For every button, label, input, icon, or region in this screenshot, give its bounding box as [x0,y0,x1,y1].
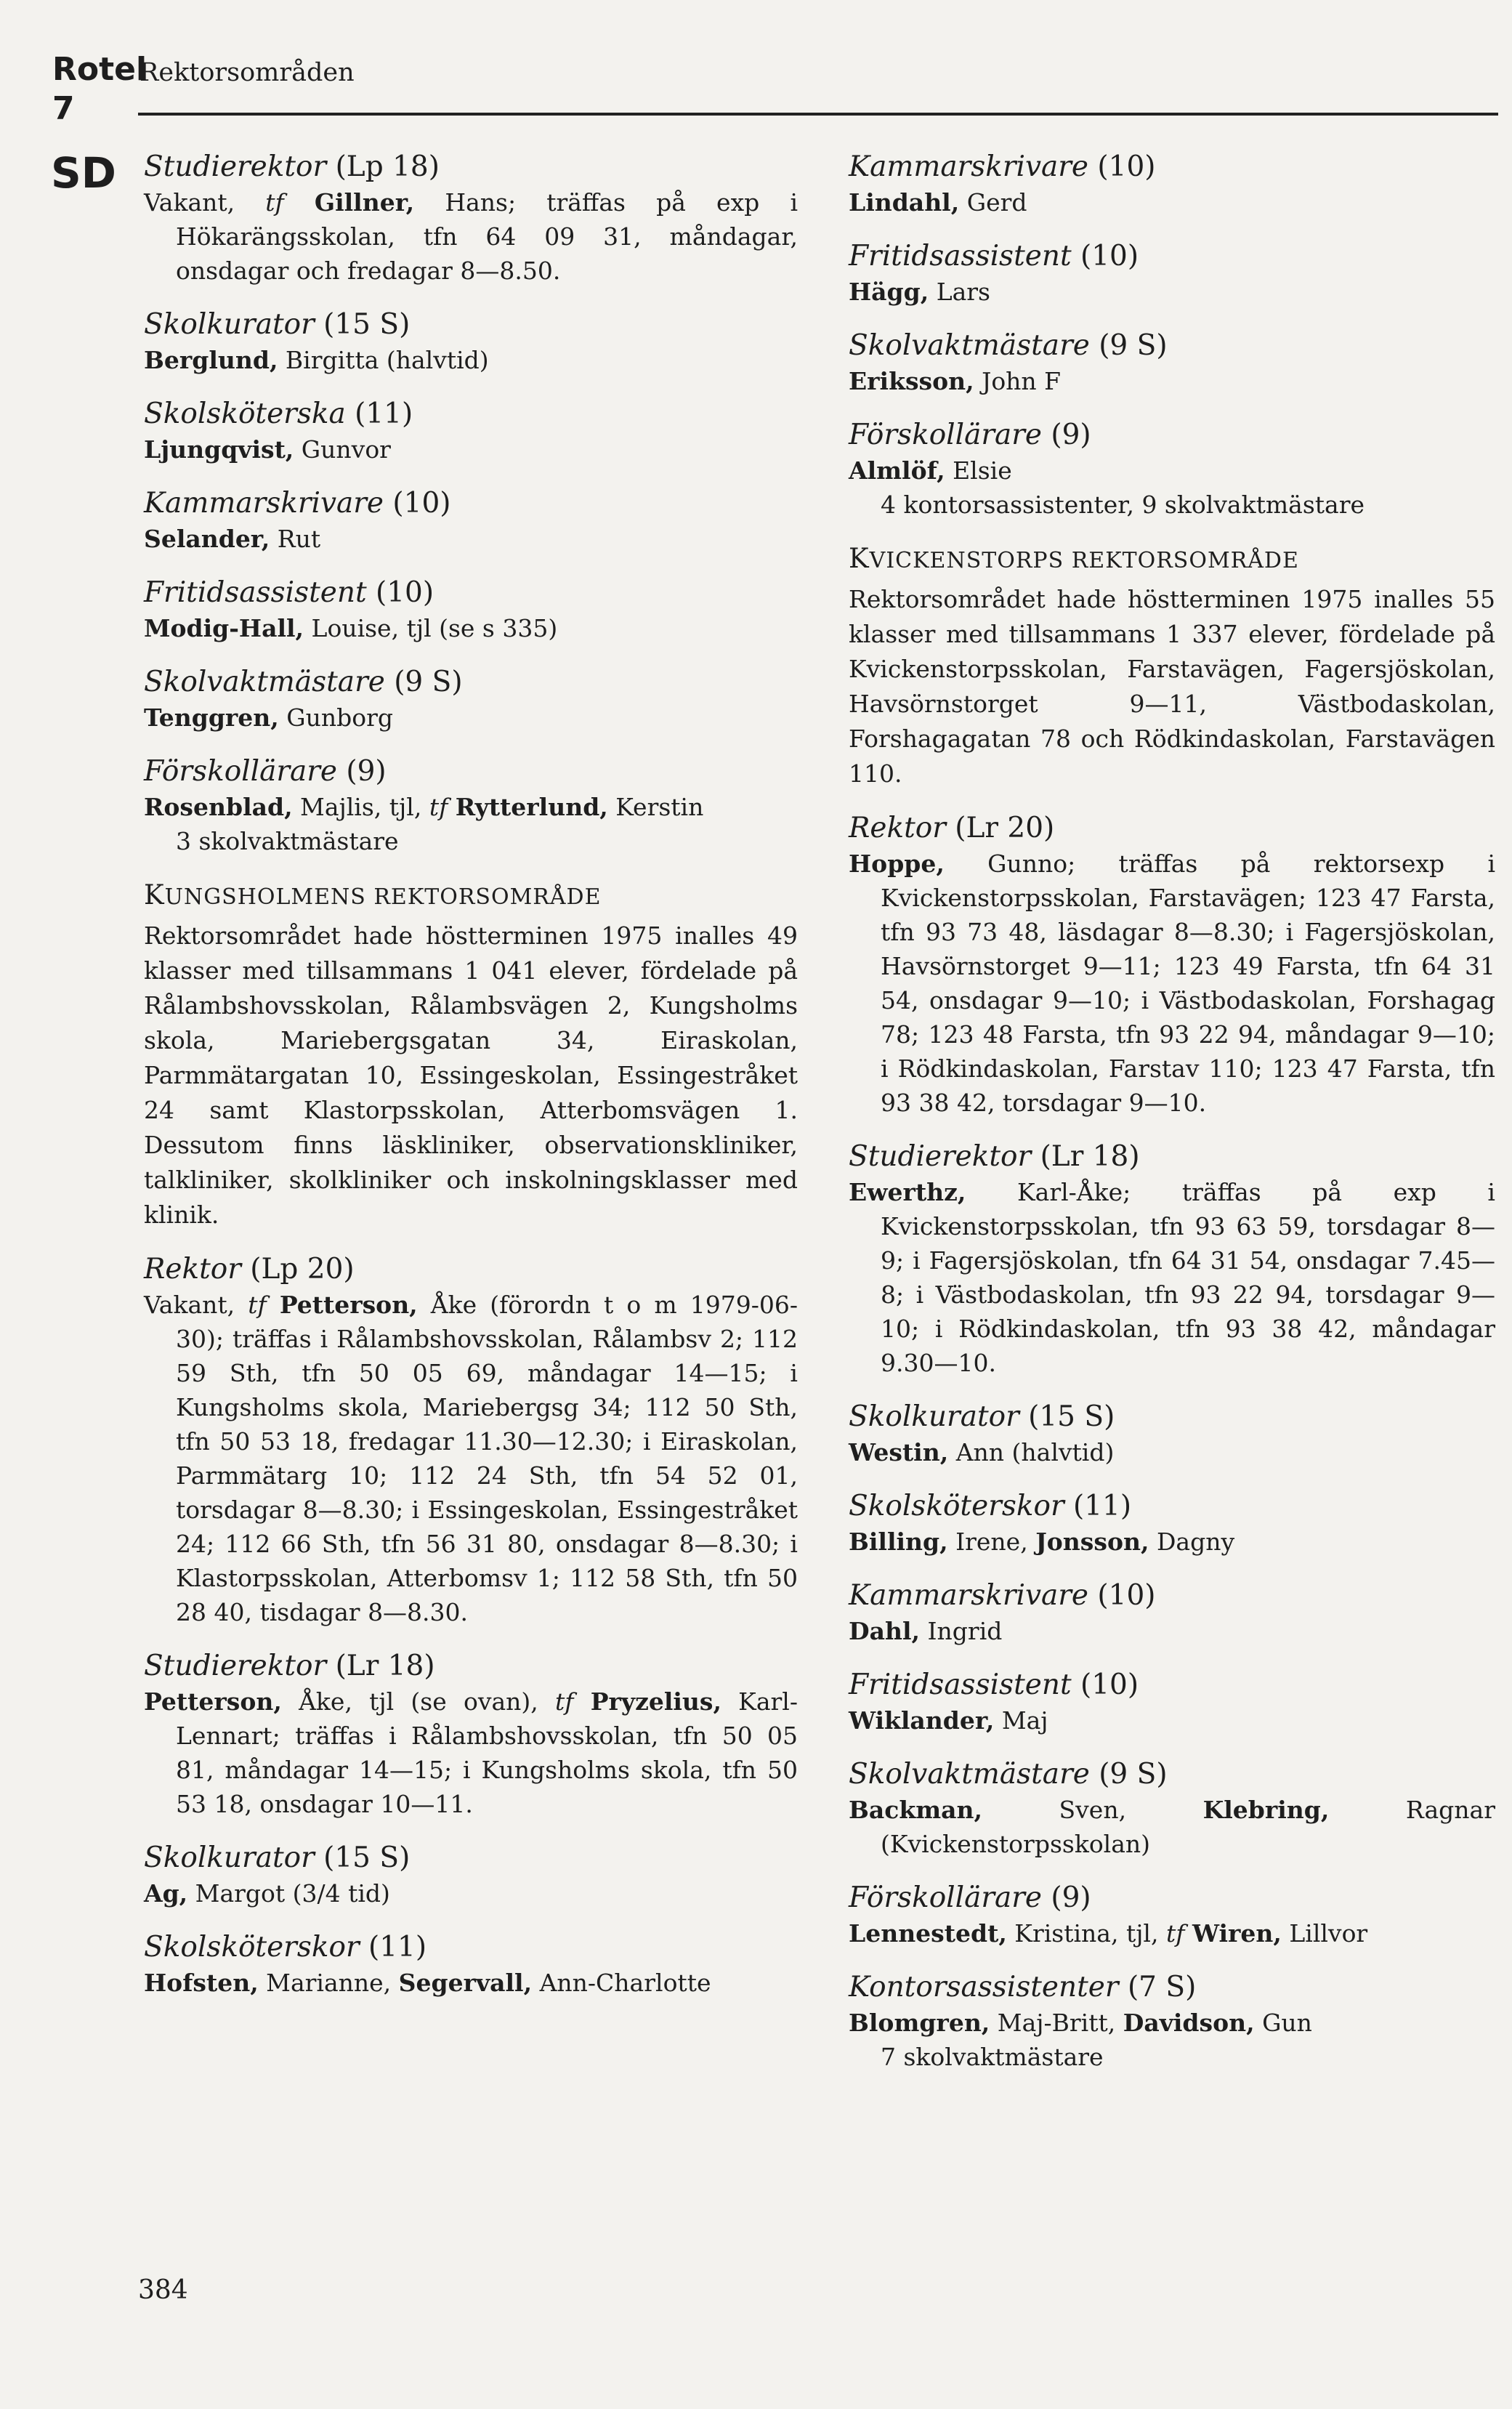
grade: (9) [346,755,387,788]
entry-studierektor [144,1648,798,1821]
role-title: Kontorsassistenter [849,1971,1119,2004]
entry-kontorsassistenter [849,1969,1495,2074]
entry-forskollarare [849,1880,1495,1950]
rotel-label: Rotel [52,51,147,88]
grade: (10) [376,576,434,609]
role-title: Studierektor [849,1140,1032,1173]
role-title: Kammarskrivare [849,1579,1089,1612]
grade: (11) [1073,1490,1132,1522]
text: Ragnar (Kvickenstorpsskolan) [881,1796,1495,1858]
entry-kammarskrivare [849,149,1495,219]
role-title: Kammarskrivare [144,487,384,520]
text: Vakant, [144,188,266,217]
grade: (Lr 18) [335,1650,435,1682]
entry-forskollarare [849,417,1495,522]
entry-skolkurator [144,1840,798,1910]
text: Maj [994,1706,1048,1735]
person-name: Ewerthz, [849,1178,966,1206]
section-heading-kungsholmen: KUNGSHOLMENS REKTORSOMRÅDE [144,879,602,911]
person-name: Selander, [144,525,270,553]
entry-studierektor [144,149,798,288]
text: Hans; träffas på exp i Hökarängsskolan, tfn 64 09 31, måndagar, onsdagar och fredagar 8—8.50. [176,188,798,285]
person-name: Wiklander, [849,1706,995,1735]
grade: (Lr 18) [1040,1140,1140,1173]
person-name: Davidson, [1123,2009,1255,2037]
text: Rut [270,525,321,553]
person-name: Ljungqvist, [144,435,294,464]
person-name: Gillner, [314,188,415,217]
person-name: Jonsson, [1035,1528,1149,1556]
person-name: Rytterlund, [455,793,608,821]
role-title: Kammarskrivare [849,150,1089,183]
role-title: Skolsköterska [144,398,346,430]
text: Ann-Charlotte [532,1969,711,1997]
role-title: Skolvaktmästare [849,1758,1090,1791]
section-heading-kvickenstorp: KVICKENSTORPS REKTORSOMRÅDE [849,543,1299,574]
entry-skolvaktmastare [849,328,1495,398]
entry-skolskoterskor [144,1929,798,2000]
person-name: Pryzelius, [590,1687,721,1716]
text: Gun [1254,2009,1312,2037]
tf-mark: tf [555,1687,574,1716]
entry-skolskoterskor [849,1488,1495,1559]
role-title: Fritidsassistent [849,1668,1072,1701]
role-title: Fritidsassistent [144,576,367,609]
section-code: SD [51,148,116,198]
entry-skolvaktmastare [849,1756,1495,1861]
grade: (9 S) [394,666,463,698]
entry-fritidsassistent [849,1667,1495,1738]
entry-forskollarare [144,754,798,858]
role-title: Rektor [144,1253,241,1286]
staff-note: 7 skolvaktmästare [881,2043,1104,2071]
grade: (15 S) [323,308,411,341]
grade: (9) [1051,419,1091,451]
text: Marianne, [258,1969,399,1997]
role-title: Förskollärare [849,419,1042,451]
role-title: Studierektor [144,150,327,183]
person-name: Ag, [144,1879,188,1908]
staff-note: 4 kontorsassistenter, 9 skolvaktmästare [881,491,1365,519]
left-column [144,149,798,2019]
entry-rektor [849,810,1495,1120]
section-description: Rektorsområdet hade höstterminen 1975 inalles 55 klasser med tillsammans 1 337 elever, fördelade på Kvickenstorpsskolan, Farstavägen, Fagersjöskolan, Havsörnstorget 9—11, Västbodaskolan, Forshagagatan 78 och Rödkindaskolan, Farstavägen 110. [849,585,1495,788]
person-name: Tenggren, [144,703,279,732]
person-name: Klebring, [1202,1796,1330,1824]
text: Gerd [959,188,1027,217]
text: Sven, [982,1796,1203,1824]
entry-skolkurator [144,307,798,377]
role-title: Skolkurator [144,308,315,341]
grade: (9 S) [1099,329,1168,362]
role-title: Skolsköterskor [144,1931,360,1964]
text: Gunborg [278,703,394,732]
tf-mark: tf [248,1291,267,1319]
person-name: Berglund, [144,346,278,374]
entry-fritidsassistent [144,575,798,645]
text: Irene, [947,1528,1036,1556]
grade: (10) [1097,150,1156,183]
grade: (15 S) [1028,1400,1115,1433]
text: John F [974,367,1062,395]
person-name: Hägg, [849,278,929,306]
grade: (Lr 20) [955,812,1055,844]
entry-skolskoterska [144,396,798,467]
person-name: Almlöf, [849,456,945,485]
tf-mark: tf [1165,1919,1185,1948]
role-title: Fritidsassistent [849,240,1072,273]
grade: (9 S) [1099,1758,1168,1791]
grade: (Lp 18) [335,150,440,183]
entry-rektor [144,1251,798,1629]
running-title: Rektorsområden [140,58,355,87]
role-title: Rektor [849,812,946,844]
person-name: Lennestedt, [849,1919,1007,1948]
entry-studierektor [849,1139,1495,1380]
text: Gunno; träffas på rektorsexp i Kvickenstorpsskolan, Farstavägen; 123 47 Farsta, tfn 93 73 48, läsdagar 8—8.30; i Fagersjöskolan, Havsörnstorget 9—11; 123 49 Farsta, tfn 64 31 54, onsdagar 9—10; i Västbodaskolan, Forshagag 78; 123 48 Farsta, tfn 93 22 94, måndagar 9—10; i Rödkindaskolan, Farstav 110; 123 47 Farsta, tfn 93 38 42, torsdagar 9—10. [881,850,1495,1117]
person-name: Segervall, [398,1969,533,1997]
role-title: Förskollärare [144,755,337,788]
role-title: Skolvaktmästare [144,666,385,698]
role-title: Skolsköterskor [849,1490,1064,1522]
tf-mark: tf [265,188,284,217]
person-name: Billing, [849,1528,948,1556]
text: Dagny [1149,1528,1235,1556]
person-name: Westin, [849,1438,949,1466]
person-name: Hoppe, [849,850,945,878]
grade: (10) [1080,1668,1139,1701]
person-name: Backman, [849,1796,983,1824]
grade: (11) [355,398,413,430]
entry-kammarskrivare [849,1578,1495,1648]
grade: (10) [1097,1579,1156,1612]
role-title: Skolkurator [849,1400,1019,1433]
text: Lars [929,278,990,306]
right-column [849,149,1495,2093]
person-name: Lindahl, [849,188,960,217]
grade: (10) [1080,240,1139,273]
person-name: Eriksson, [849,367,974,395]
person-name: Petterson, [144,1687,282,1716]
person-name: Petterson, [279,1291,418,1319]
role-title: Skolkurator [144,1841,315,1874]
staff-note: 3 skolvaktmästare [176,827,399,855]
role-title: Studierektor [144,1650,327,1682]
text: Elsie [945,456,1012,485]
entry-skolvaktmastare [144,664,798,735]
grade: (9) [1051,1881,1091,1914]
text: Margot (3/4 tid) [187,1879,390,1908]
tf-mark: tf [429,793,448,821]
text: Lillvor [1281,1919,1368,1948]
section-description: Rektorsområdet hade höstterminen 1975 inalles 49 klasser med tillsammans 1 041 elever, fördelade på Rålambshovsskolan, Rålambsvägen 2, Kungsholms skola, Mariebergsgatan 34, Eiraskolan, Parmmätargatan 10, Essingeskolan, Essingestråket 24 samt Klastorpsskolan, Atterbomsvägen 1. Dessutom finns läskliniker, observationskliniker, talkliniker, skolkliniker och inskolningsklasser med klinik. [144,921,798,1229]
grade: (15 S) [323,1841,411,1874]
text: Kerstin [607,793,704,821]
text: Majlis, tjl, [292,793,429,821]
person-name: Hofsten, [144,1969,259,1997]
text: Louise, tjl (se s 335) [304,614,558,642]
person-name: Dahl, [849,1617,921,1645]
text: Vakant, [144,1291,248,1319]
text: Birgitta (halvtid) [278,346,489,374]
entry-skolkurator [849,1399,1495,1469]
grade: (7 S) [1127,1971,1197,2004]
entry-kammarskrivare [144,485,798,556]
text: Ingrid [920,1617,1003,1645]
header-rule [138,113,1498,116]
person-name: Wiren, [1192,1919,1282,1948]
text: Maj-Britt, [990,2009,1123,2037]
role-title: Förskollärare [849,1881,1042,1914]
text: Åke, tjl (se ovan), [281,1687,555,1716]
person-name: Rosenblad, [144,793,293,821]
entry-fritidsassistent [849,238,1495,309]
text: Gunvor [294,435,391,464]
text: Kristina, tjl, [1006,1919,1166,1948]
grade: (10) [392,487,451,520]
text: Åke (förordn t o m 1979-06-30); träffas i Rålambshovsskolan, Rålambsv 2; 112 59 Sth, tfn 50 05 69, måndagar 14—15; i Kungsholms skola, Mariebergsg 34; 112 50 Sth, tfn 50 53 18, fredagar 11.30—12.30; i Eiraskolan, Parmmätarg 10; 112 24 Sth, tfn 54 52 01, torsdagar 8—8.30; i Essingeskolan, Essingestråket 24; 112 66 Sth, tfn 56 31 80, onsdagar 8—8.30; i Klastorpsskolan, Atterbomsv 1; 112 58 Sth, tfn 50 28 40, tisdagar 8—8.30. [176,1291,798,1626]
page-number: 384 [138,2275,188,2305]
text: Karl-Lennart; träffas i Rålambshovsskolan, tfn 50 05 81, måndagar 14—15; i Kungsholms skola, tfn 50 53 18, onsdagar 10—11. [176,1687,798,1818]
grade: (11) [368,1931,427,1964]
role-title: Skolvaktmästare [849,329,1090,362]
text: Ann (halvtid) [948,1438,1115,1466]
rotel-number: 7 [52,90,75,127]
grade: (Lp 20) [250,1253,355,1286]
person-name: Blomgren, [849,2009,990,2037]
person-name: Modig-Hall, [144,614,304,642]
text: Karl-Åke; träffas på exp i Kvickenstorpsskolan, tfn 93 63 59, torsdagar 8—9; i Fagersjöskolan, tfn 64 31 54, onsdagar 7.45—8; i Västbodaskolan, tfn 93 22 94, torsdagar 9—10; i Rödkindaskolan, tfn 93 38 42, måndagar 9.30—10. [881,1178,1495,1377]
